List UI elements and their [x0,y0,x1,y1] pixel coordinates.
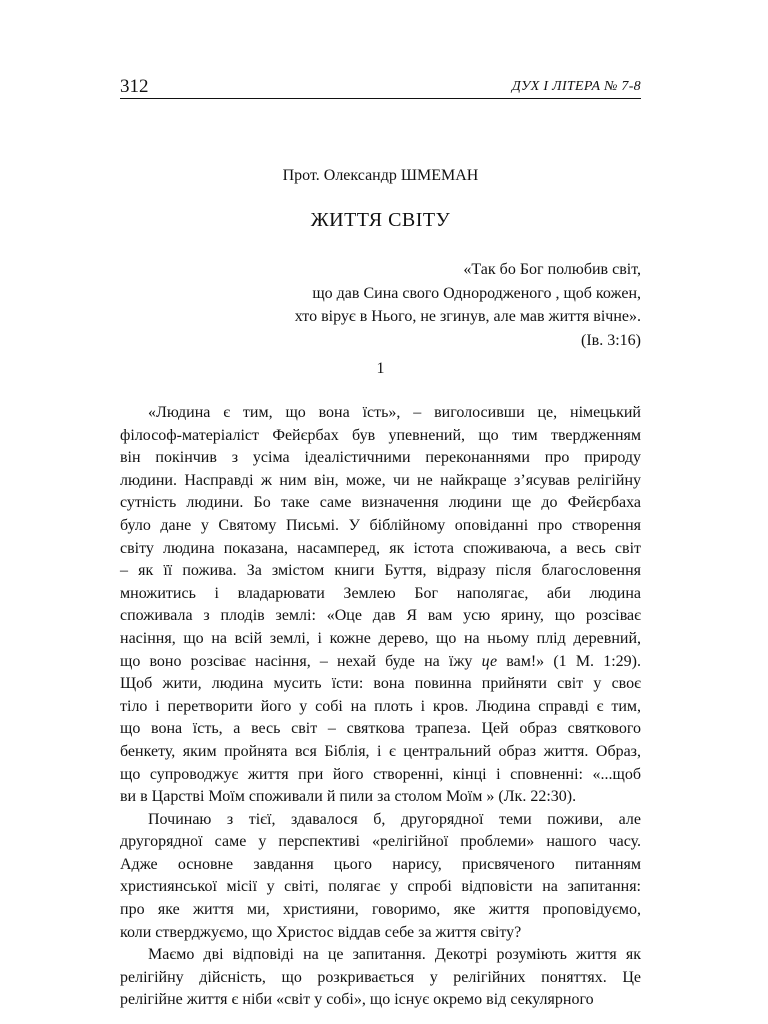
text-line: він покінчив з усіма ідеалістичними переконаннями про природу [120,449,641,467]
text-line: споживала з плодів землі: «Оце дав Я вам усю ярину, що розсіває [120,607,641,625]
text-line: релігійну дійсність, що розкривається у релігійних поняттях. Це [120,968,641,986]
text-line: – як її пожива. За змістом книги Буття, відразу після благословення [120,562,641,580]
running-header [120,76,641,99]
epigraph-citation: (Ів. 3:16) [581,331,641,349]
running-title: ДУХ І ЛІТЕРА № 7-8 [511,79,641,94]
paragraph [120,809,641,945]
article-title: ЖИТТЯ СВІТУ [310,209,451,231]
text-line: ви в Царстві Моїм споживали й пили за столом Моїм » (Лк. 22:30). [120,788,577,806]
text-line: релігійне життя є ніби «світ у собі», що існує окремо від секулярного [120,991,594,1009]
text-line: людини. Насправді ж ним він, може, чи не найкраще з’ясував релігійну [120,471,641,489]
paragraph [120,402,641,809]
epigraph-line: «Так бо Бог полюбив світ, [463,261,641,278]
text-line: що воно розсіває насіння, – нехай буде на їжу це вам!» (1 М. 1:29). [120,652,641,670]
text-line: Починаю з тієї, здавалося б, другорядної теми поживи, але [148,810,641,828]
text-line: світу людина показана, насамперед, як істота споживаюча, а весь світ [120,539,641,557]
emphasis: це [481,652,498,670]
text-line: бенкету, яким пройнята вся Біблія, і є центральний образ життя. Образ, [120,742,641,760]
section-number: 1 [376,360,385,377]
text-line: Маємо дві відповіді на це запитання. Декотрі розуміють життя як [148,946,641,964]
text-line: множитись і владарювати Землею Бог наполягає, аби людина [120,584,641,602]
text-line: що вона їсть, а весь світ – святкова трапеза. Цей образ святкового [120,720,641,738]
epigraph [200,258,641,352]
article-body [120,402,641,1012]
text-line: сутність людини. Бо таке саме визначення людини ще до Фейєрбаха [120,494,641,512]
epigraph-line: хто вірує в Нього, не згинув, але мав життя вічне». [294,308,641,325]
text-line: насіння, що на всій землі, і кожне дерево, що на ньому плід деревний, [120,629,641,647]
text-line: тіло і перетворити його у собі на плоть і кров. Людина справді є тим, [120,697,641,715]
paragraph [120,944,641,1012]
text-line: коли стверджуємо, що Христос віддав себе за життя світу? [120,923,522,941]
text-line: про яке життя ми, християни, говоримо, яке життя проповідуємо, [120,901,641,919]
text-line: було дане у Святому Письмі. У біблійному оповіданні про створення [120,516,641,534]
text-line: другорядної саме у перспективі «релігійної проблеми» нашого часу. [120,833,641,851]
text-line: що супроводжує життя при його створенні, кінці і сповненні: «...щоб [120,765,641,783]
text-line: Адже основне завдання цього нарису, присвяченого питанням [120,855,641,873]
text-line: Щоб жити, людина мусить їсти: вона повинна прийняти світ у своє [120,675,641,693]
text-line: християнської місії у світі, полягає у спробі відповісти на запитання: [120,878,641,896]
text-line: «Людина є тим, що вона їсть», – виголосивши це, німецький [148,404,641,421]
page-number: 312 [120,76,149,97]
epigraph-line: що дав Сина свого Однородженого , щоб кожен, [312,284,641,302]
text-line: філософ-матеріаліст Фейєрбах був упевнений, що тим твердженням [120,426,641,444]
article-author: Прот. Олександр ШМЕМАН [282,167,479,184]
